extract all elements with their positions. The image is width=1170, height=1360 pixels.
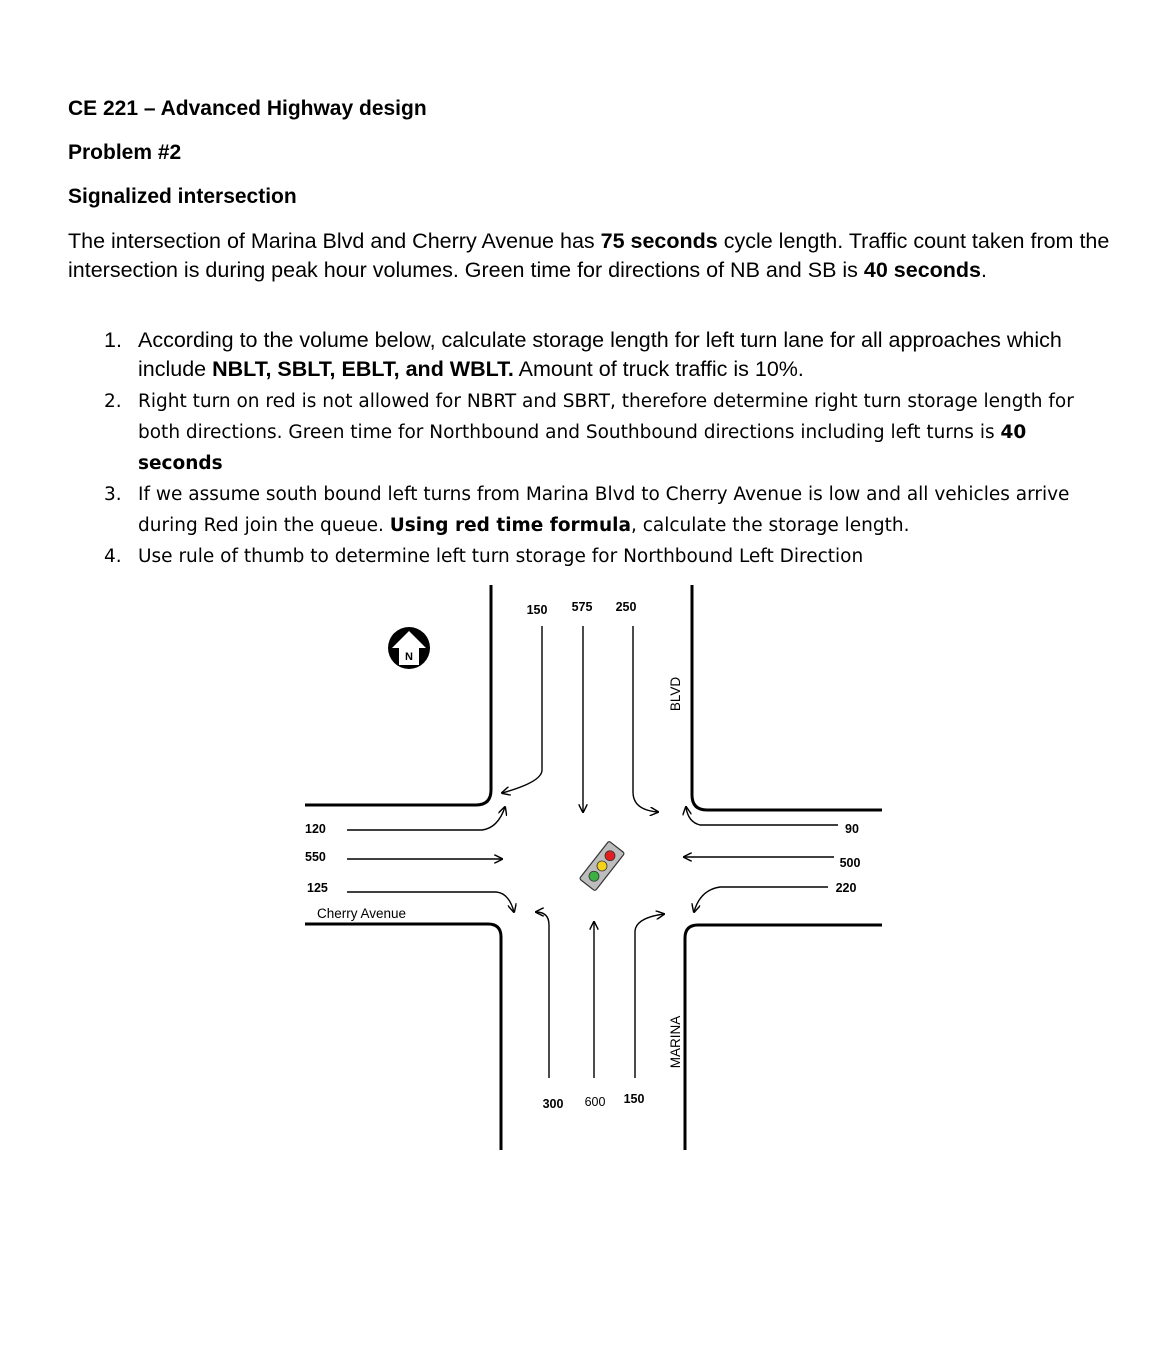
volume-sb-right: 150 <box>526 603 548 617</box>
question-number: 3. <box>104 484 122 505</box>
volume-nb-right: 150 <box>623 1092 645 1106</box>
course-title: CE 221 – Advanced Highway design <box>68 97 427 120</box>
question-bold: Using red time formula <box>389 515 631 536</box>
question-number: 1. <box>104 328 122 352</box>
volume-nb-through: 600 <box>584 1095 606 1109</box>
question-bold: NBLT, SBLT, EBLT, and WBLT. <box>212 357 514 381</box>
street-label-cherry-avenue: Cherry Avenue <box>317 906 407 921</box>
problem-heading: Problem #2 <box>68 141 182 164</box>
question-text: Amount of truck traffic is 10%. <box>513 357 804 381</box>
volume-nb-left: 300 <box>542 1097 564 1111</box>
street-label-blvd: BLVD <box>668 676 683 712</box>
intro-cycle-length: 75 seconds <box>600 229 718 253</box>
volume-wb-right: 90 <box>845 822 859 836</box>
north-arrow-icon <box>388 627 430 669</box>
question-text: Use rule of thumb to determine left turn storage for Northbound Left Direction <box>138 546 864 567</box>
question-bold: 40 seconds <box>138 422 1027 474</box>
curb-southeast <box>685 925 882 1150</box>
volume-eb-left: 120 <box>305 822 326 836</box>
eb-left-arrow <box>347 807 505 830</box>
question-text: , calculate the storage length. <box>630 515 910 536</box>
intro-text-1: The intersection of Marina Blvd and Cherry Avenue has <box>68 229 601 253</box>
nb-right-arrow <box>635 914 664 1078</box>
movement-arrows <box>347 626 838 1078</box>
north-arrow-label: N <box>405 651 413 663</box>
curb-southwest <box>305 924 501 1150</box>
question-text: According to the volume below, calculate storage length for left turn lane for all approaches which include <box>138 328 1062 381</box>
question-text: If we assume south bound left turns from Marina Blvd to Cherry Avenue is low and all vehicles arrive during Red join the queue. <box>138 484 1070 536</box>
intro-text-3: . <box>981 258 987 282</box>
sb-left-arrow <box>633 626 658 812</box>
sb-right-arrow <box>502 626 542 793</box>
curb-northwest <box>305 585 491 805</box>
question-number: 2. <box>104 391 122 412</box>
volume-sb-through: 575 <box>571 600 593 614</box>
street-label-marina: MARINA <box>668 1015 683 1069</box>
volume-eb-through: 550 <box>305 850 326 864</box>
wb-left-arrow <box>694 887 828 912</box>
intro-text-2: cycle length. Traffic count taken from the intersection is during peak hour volumes. Green time for directions of NB and SB is <box>68 229 1110 282</box>
question-text: Right turn on red is not allowed for NBRT and SBRT, therefore determine right turn storage length for both directions. Green time for Northbound and Southbound directions including left turns is <box>138 391 1074 443</box>
nb-left-arrow <box>536 912 549 1078</box>
question-number: 4. <box>104 546 122 567</box>
traffic-signal-icon <box>579 841 624 891</box>
curb-northeast <box>692 585 882 810</box>
section-heading: Signalized intersection <box>68 185 297 208</box>
volume-sb-left: 250 <box>615 600 637 614</box>
volume-wb-through: 500 <box>839 856 861 870</box>
intro-green-time: 40 seconds <box>863 258 982 282</box>
volume-wb-left: 220 <box>835 881 857 895</box>
volume-eb-right: 125 <box>307 881 328 895</box>
